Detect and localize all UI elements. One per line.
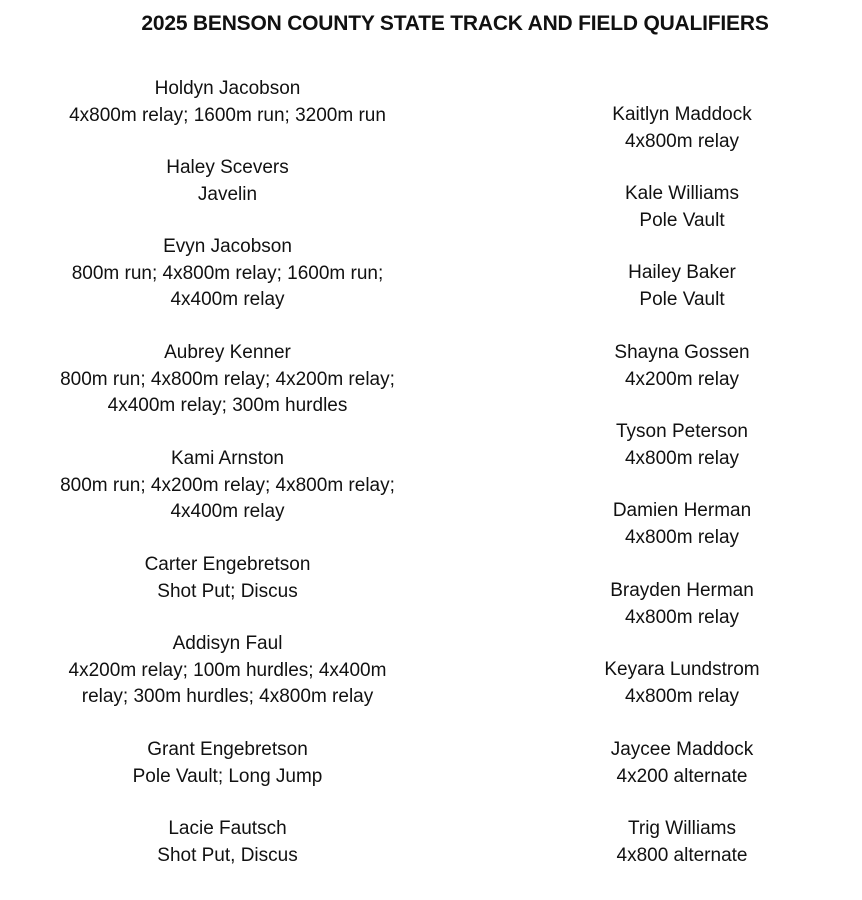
athlete-name: Keyara Lundstrom — [604, 659, 760, 680]
qualifier-entry — [562, 340, 802, 393]
athlete-name: Damien Herman — [612, 500, 752, 521]
athlete-name: Lacie Fautsch — [168, 818, 287, 839]
qualifier-entry — [30, 76, 425, 129]
athlete-events: Pole Vault — [639, 288, 725, 310]
athlete-events: 4x800 alternate — [616, 844, 748, 866]
qualifier-entry — [30, 631, 425, 711]
athlete-events: Javelin — [197, 183, 258, 205]
athlete-events: 4x800m relay — [624, 447, 740, 469]
athlete-events: 4x800m relay — [624, 606, 740, 628]
athlete-events: relay; 300m hurdles; 4x800m relay — [81, 686, 374, 707]
athlete-name: Grant Engebretson — [147, 739, 308, 760]
athlete-events: 800m run; 4x800m relay; 1600m run; — [71, 262, 384, 284]
athlete-events: 4x800m relay — [624, 130, 740, 152]
athlete-events: Pole Vault; Long Jump — [132, 765, 323, 787]
athlete-name: Kaitlyn Maddock — [612, 104, 752, 125]
qualifier-entry — [30, 446, 425, 526]
qualifier-entry — [562, 260, 802, 313]
athlete-events: 800m run; 4x800m relay; 4x200m relay; — [60, 368, 395, 390]
athlete-events: 800m run; 4x200m relay; 4x800m relay; — [60, 474, 395, 496]
athlete-name: Addisyn Faul — [172, 633, 283, 654]
athlete-events: 4x400m relay — [170, 289, 285, 310]
athlete-name: Evyn Jacobson — [163, 236, 292, 257]
page-title: 2025 BENSON COUNTY STATE TRACK AND FIELD QUALIFIERS — [141, 12, 769, 35]
athlete-events: Shot Put, Discus — [157, 844, 298, 866]
qualifier-entry — [30, 552, 425, 605]
athlete-name: Hailey Baker — [628, 262, 736, 283]
qualifier-entry — [30, 155, 425, 208]
athlete-name: Holdyn Jacobson — [154, 78, 301, 99]
qualifier-entry — [562, 578, 802, 631]
athlete-events: 4x800m relay — [624, 526, 740, 548]
qualifier-entry — [30, 340, 425, 420]
qualifier-entry — [30, 737, 425, 790]
athlete-name: Haley Scevers — [166, 157, 289, 178]
qualifier-entry — [562, 657, 802, 710]
athlete-name: Carter Engebretson — [144, 554, 311, 575]
qualifier-entry — [562, 102, 802, 155]
athlete-name: Trig Williams — [627, 818, 736, 839]
qualifier-entry — [30, 816, 425, 869]
athlete-name: Brayden Herman — [610, 580, 754, 601]
athlete-name: Kale Williams — [624, 183, 740, 204]
athlete-events: 4x800m relay — [624, 685, 740, 707]
athlete-name: Jaycee Maddock — [610, 739, 754, 760]
qualifier-entry — [562, 816, 802, 869]
athlete-events: Pole Vault — [639, 209, 725, 231]
athlete-events: 4x800m relay; 1600m run; 3200m run — [69, 104, 386, 126]
athlete-events: 4x400m relay; 300m hurdles — [107, 395, 348, 416]
athlete-name: Aubrey Kenner — [164, 342, 291, 363]
athlete-events: 4x200m relay; 100m hurdles; 4x400m — [68, 659, 387, 681]
qualifier-entry — [562, 737, 802, 790]
athlete-events: 4x200m relay — [624, 368, 740, 390]
qualifier-entry — [562, 419, 802, 472]
qualifier-entry — [562, 181, 802, 234]
athlete-name: Kami Arnston — [171, 448, 284, 469]
athlete-events: Shot Put; Discus — [157, 580, 298, 602]
athlete-events: 4x400m relay — [170, 501, 285, 522]
qualifier-entry — [30, 234, 425, 314]
athlete-events: 4x200 alternate — [616, 765, 748, 787]
athlete-name: Shayna Gossen — [614, 342, 750, 363]
qualifier-entry — [562, 498, 802, 551]
athlete-name: Tyson Peterson — [615, 421, 749, 442]
